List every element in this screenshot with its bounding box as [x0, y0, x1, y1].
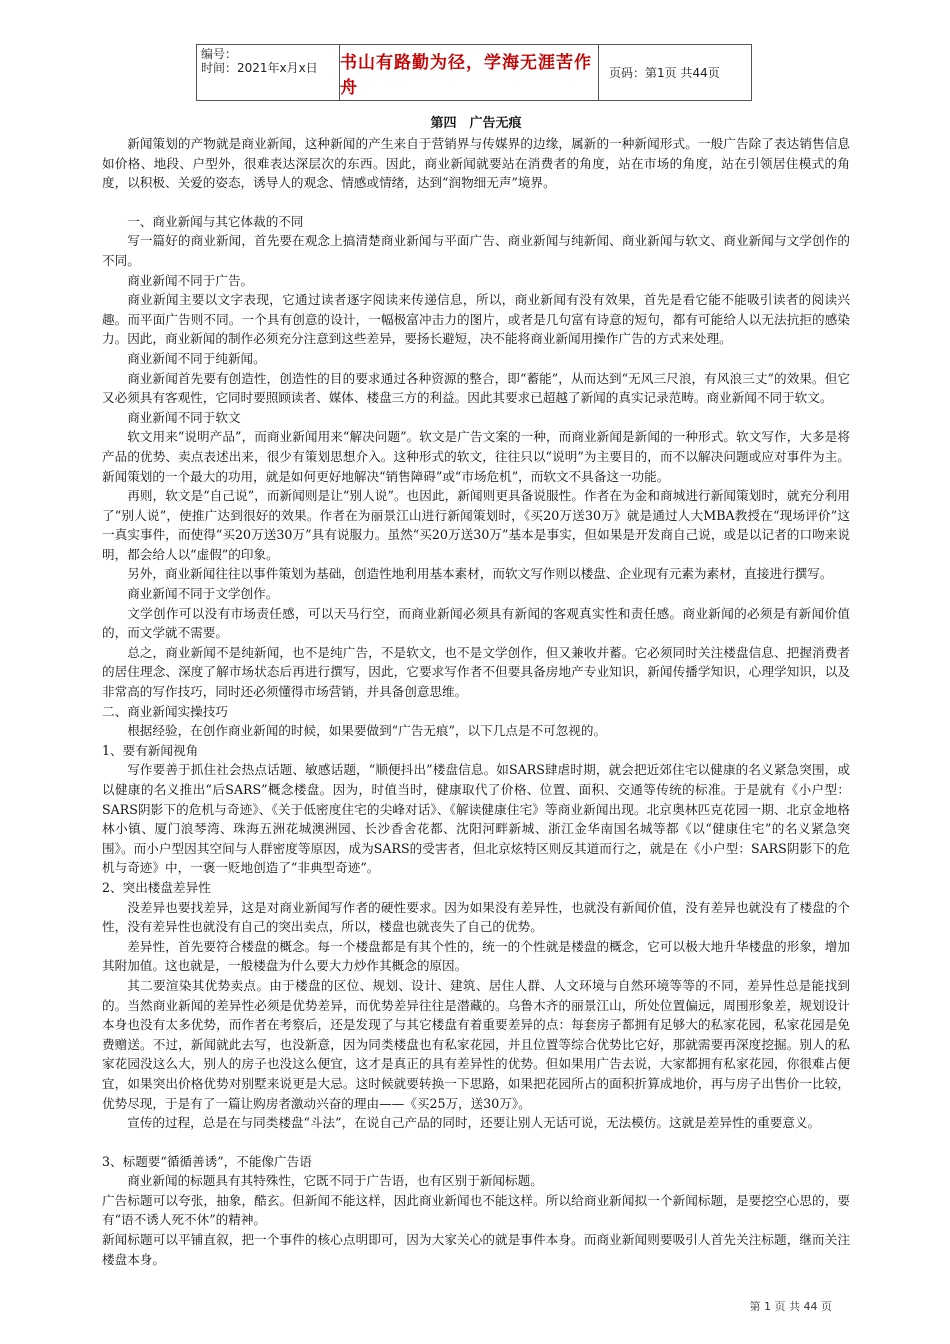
- header-page-info: [598, 45, 752, 100]
- paragraph: 新闻策划的产物就是商业新闻，这种新闻的产生来自于营销界与传媒界的边缘，属新的一种新闻形式。一般广告除了表达销售信息如价格、地段、户型外，很难表达深层次的东西。因此，商业新闻就要站在消费者的角度，站在市场的角度，站在引领居住模式的角度，以积极、关爱的姿态，诱导人的观念、情感或情绪，达到“润物细无声”境界。: [102, 136, 850, 191]
- paragraph: 文学创作可以没有市场责任感，可以天马行空，而商业新闻必须具有新闻的客观真实性和责任感。商业新闻的必须是有新闻价值的，而文学就不需要。: [102, 605, 850, 641]
- page-footer: 第 1 页 共 44 页: [749, 1300, 832, 1313]
- paragraph: 新闻标题可以平铺直叙，把一个事件的核心点明即可，因为大家关心的就是事件本身。而商业新闻则要吸引人首先关注标题，继而关注楼盘本身。: [102, 1232, 850, 1267]
- paragraph-gap: [102, 1133, 850, 1152]
- time-label: 时间：2021年x月x日: [201, 61, 318, 75]
- paragraph: 差异性，首先要符合楼盘的概念。每一个楼盘都是有其个性的，统一的个性就是楼盘的概念，它可以极大地升华楼盘的形象，增加其附加值。这也就是，一般楼盘为什么要大力炒作其概念的原因。: [102, 938, 850, 974]
- paragraph: 其二要渲染其优势卖点。由于楼盘的区位、规划、设计、建筑、居住人群、人文环境与自然环境等等的不同，差异性总是能找到的。当然商业新闻的差异性必须是优势差异，而优势差异往往是潜藏的。乌鲁木齐的丽景江山，所处位置偏远，周围形象差，规划设计本身也没有太多优势，而作者在考察后，还是发现了与其它楼盘有着重要差异的点：每套房子都拥有足够大的私家花园，私家花园是免费赠送。不过，新闻就此去写，也没新意，因为同类楼盘也有私家花园，并且位置等综合优势比它好，那就需要再深度挖掘。别人的私家花园没这么大，别人的房子也没这么便宜，这才是真正的具有差异性的优势。但如果用广告去说，大家都拥有私家花园，你很难占便宜，如果突出价格优势对别墅来说更是大忌。这时候就要转换一下思路，如果把花园所占的面积折算成地价，再与房子出售价一比较，优势尽现，于是有了一篇让购房者激动兴奋的理由——《买25万，送30万》。: [102, 977, 850, 1111]
- paragraph: 商业新闻不同于纯新闻。: [127, 350, 266, 366]
- paragraph: 写作要善于抓住社会热点话题、敏感话题，“顺便抖出”楼盘信息。如SARS肆虐时期，就会把近郊住宅以健康的名义紧急突围，或以健康的名义推出“后SARS”概念楼盘。因为，时值当时，健康取代了价格、位置、面积、交通等传统的标准。于是就有《小户型：SARS阴影下的危机与奇迹》、《关于低密度住宅的尖峰对话》、《解读健康住宅》等商业新闻出现。北京奥林匹克花园一期、北京金地格林小镇、厦门浪琴湾、珠海五洲花城澳洲园、长沙香舍花都、沈阳河畔新城、浙江金华南国名城等都《以“健康住宅”的名义紧急突围》。而小户型因其空间与人群密度等原因，成为SARS的受害者，但北京炫特区则反其道而行之，就是在《小户型：SARS阴影下的危机与奇迹》中，一褒一贬地创造了“非典型奇迹”。: [102, 762, 850, 876]
- motto: 书山有路勤为径，学海无涯苦作舟: [340, 52, 592, 98]
- page-header: [196, 44, 752, 101]
- paragraph: 写一篇好的商业新闻，首先要在观念上搞清楚商业新闻与平面广告、商业新闻与纯新闻、商业新闻与软文、商业新闻与文学创作的不同。: [102, 233, 850, 268]
- paragraph: 广告标题可以夸张，抽象，酷玄。但新闻不能这样，因此商业新闻也不能这样。所以给商业新闻拟一个新闻标题，是要挖空心思的，要有“语不诱人死不休”的精神。: [102, 1192, 850, 1228]
- paragraph: 商业新闻不同于广告。: [127, 272, 254, 288]
- paragraph: 商业新闻首先要有创造性，创造性的目的要求通过各种资源的整合，即“蓄能”，从而达到“无风三尺浪，有风浪三丈”的效果。但它又必须具有客观性，它同时要照顾读者、媒体、楼盘三方的利益。因此其要求已超越了新闻的真实记录范畴。商业新闻不同于软文。: [102, 370, 850, 406]
- paragraph-list: [102, 134, 850, 1269]
- paragraph: 二、商业新闻实操技巧: [102, 703, 228, 719]
- paragraph: 商业新闻主要以文字表现，它通过读者逐字阅读来传递信息，所以，商业新闻有没有效果，首先是看它能不能吸引读者的阅读兴趣。而平面广告则不同。一个具有创意的设计，一幅极富冲击力的图片，或者是几句富有诗意的短句，都有可能给人以无法抗拒的感染力。因此，商业新闻的制作必须充分注意到这些差异，要扬长避短，决不能将商业新闻用操作广告的方式来处理。: [102, 292, 850, 347]
- paragraph: 再则，软文是“自己说”，而新闻则是让“别人说”。也因此，新闻则更具备说服性。作者在为金和商城进行新闻策划时，就充分利用了“别人说”，使推广达到很好的效果。作者在为丽景江山进行新闻策划时，《买20万送30万》就是通过人大MBA教授在“现场评价”这一真实事件，而使得“买20万送30万”具有说服力。虽然“买20万送30万”基本是事实，但如果是开发商自己说，或是以记者的口吻来说明，都会给人以“虚假”的印象。: [102, 488, 850, 562]
- paragraph: 1、要有新闻视角: [102, 742, 199, 758]
- paragraph-gap: [102, 193, 850, 212]
- document-body: [102, 108, 850, 1269]
- paragraph: 没差异也要找差异，这是对商业新闻写作者的硬性要求。因为如果没有差异性，也就没有新闻价值，没有差异也就没有了楼盘的个性，没有差异性也就没有自己的突出卖点，所以，楼盘也就丧失了自己的优势。: [102, 899, 850, 935]
- header-motto-cell: [339, 45, 598, 100]
- paragraph: 根据经验，在创作商业新闻的时候，如果要做到“广告无痕”，以下几点是不可忽视的。: [127, 723, 607, 739]
- paragraph: 商业新闻不同于文学创作。: [127, 586, 279, 602]
- header-meta: [196, 45, 339, 100]
- paragraph: 另外，商业新闻往往以事件策划为基础，创造性地利用基本素材，而软文写作则以楼盘、企业现有元素为素材，直接进行撰写。: [127, 566, 833, 582]
- paragraph: 3、标题要“循循善诱”，不能像广告语: [102, 1153, 312, 1169]
- page-title: 第四 广告无痕: [430, 116, 522, 131]
- page-info: 页码：第1页 共44页: [609, 66, 720, 80]
- number-label: 编号：: [201, 47, 238, 61]
- paragraph: 一、商业新闻与其它体裁的不同: [127, 213, 304, 229]
- paragraph: 软文用来“说明产品”，而商业新闻用来“解决问题”。软文是广告文案的一种，而商业新闻是新闻的一种形式。软文写作，大多是将产品的优势、卖点表述出来，很少有策划思想介入。这种形式的软文，往往只以“说明”为主要目的，而不以解决问题或应对事件为主。新闻策划的一个最大的功用，就是如何更好地解决“销售障碍”或“市场危机”，而软文不具备这一功能。: [102, 429, 850, 484]
- paragraph: 宣传的过程，总是在与同类楼盘“斗法”，在说自己产品的同时，还要让别人无话可说，无法模仿。这就是差异性的重要意义。: [127, 1115, 821, 1131]
- paragraph: 商业新闻的标题具有其特殊性，它既不同于广告语，也有区别于新闻标题。: [127, 1173, 543, 1189]
- paragraph: 商业新闻不同于软文: [127, 409, 241, 425]
- paragraph: 总之，商业新闻不是纯新闻，也不是纯广告，不是软文，也不是文学创作，但又兼收并蓄。它必须同时关注楼盘信息、把握消费者的居住理念、深度了解市场状态后再进行撰写，因此，它要求写作者不但要具备房地产专业知识，新闻传播学知识，心理学知识，以及非常高的写作技巧，同时还必须懂得市场营销，并具备创意思维。: [102, 644, 850, 700]
- paragraph: 2、突出楼盘差异性: [102, 879, 211, 895]
